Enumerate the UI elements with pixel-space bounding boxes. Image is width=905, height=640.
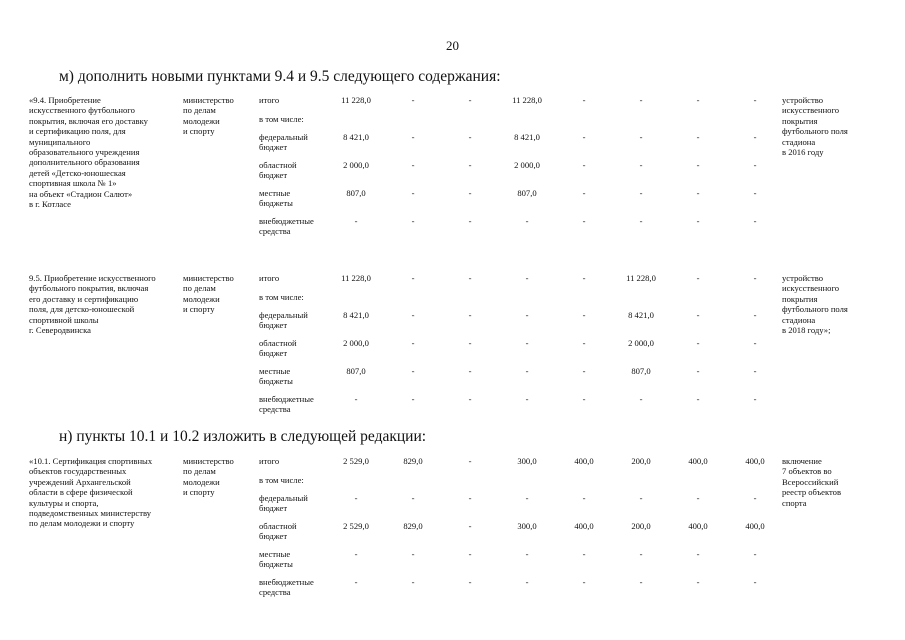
amount-cell: - <box>753 95 757 105</box>
amount-cell: - <box>696 188 700 198</box>
amount-cell: - <box>411 160 415 170</box>
funding-source-label: областной бюджет <box>259 521 297 542</box>
amount-cell: - <box>582 132 586 142</box>
amount-cell: - <box>582 549 586 559</box>
page-number: 20 <box>446 38 459 53</box>
amount-cell: 807,0 <box>346 366 366 376</box>
funding-source-label: местные бюджеты <box>259 188 293 209</box>
amount-cell: - <box>582 160 586 170</box>
amount-cell: - <box>468 493 472 503</box>
amount-cell: - <box>639 216 643 226</box>
funding-source-label: местные бюджеты <box>259 366 293 387</box>
amount-cell: - <box>639 95 643 105</box>
amount-cell: 8 421,0 <box>628 310 654 320</box>
heading-n: н) пункты 10.1 и 10.2 изложить в следующей редакции: <box>59 428 427 445</box>
amount-cell: - <box>639 160 643 170</box>
amount-cell: - <box>525 493 529 503</box>
amount-cell: - <box>582 366 586 376</box>
amount-cell: - <box>525 273 529 283</box>
amount-cell: - <box>411 216 415 226</box>
funding-source-label: федеральный бюджет <box>259 493 308 514</box>
funding-source-label: в том числе: <box>259 292 304 302</box>
amount-cell: 807,0 <box>517 188 537 198</box>
amount-cell: - <box>468 310 472 320</box>
amount-cell: 8 421,0 <box>343 132 369 142</box>
amount-cell: - <box>411 338 415 348</box>
amount-cell: - <box>525 310 529 320</box>
amount-cell: - <box>354 394 358 404</box>
amount-cell: - <box>753 366 757 376</box>
amount-cell: 2 000,0 <box>514 160 540 170</box>
amount-cell: - <box>639 549 643 559</box>
funding-source-label: внебюджетные средства <box>259 216 314 237</box>
executor-cell: министерство по делам молодежи и спорту <box>183 95 234 137</box>
amount-cell: - <box>411 549 415 559</box>
amount-cell: - <box>468 273 472 283</box>
amount-cell: - <box>696 394 700 404</box>
amount-cell: - <box>468 216 472 226</box>
amount-cell: - <box>468 338 472 348</box>
amount-cell: - <box>696 577 700 587</box>
amount-cell: 200,0 <box>631 521 651 531</box>
amount-cell: - <box>753 310 757 320</box>
amount-cell: - <box>582 338 586 348</box>
amount-cell: - <box>411 394 415 404</box>
amount-cell: - <box>753 216 757 226</box>
amount-cell: 300,0 <box>517 456 537 466</box>
amount-cell: - <box>525 549 529 559</box>
amount-cell: 829,0 <box>403 456 423 466</box>
result-note: включение 7 объектов во Всероссийский реестр объектов спорта <box>782 456 842 508</box>
funding-source-label: в том числе: <box>259 475 304 485</box>
measure-name: 9.5. Приобретение искусственного футбольного покрытия, включая его доставку и сертификацию поля, для детско-юношеской спортивной школы г. Северодвинска <box>29 273 156 336</box>
amount-cell: - <box>582 188 586 198</box>
amount-cell: 2 000,0 <box>628 338 654 348</box>
amount-cell: - <box>753 394 757 404</box>
amount-cell: - <box>411 188 415 198</box>
amount-cell: 2 000,0 <box>343 160 369 170</box>
amount-cell: - <box>468 456 472 466</box>
amount-cell: - <box>354 216 358 226</box>
amount-cell: - <box>354 577 358 587</box>
funding-source-label: итого <box>259 95 280 105</box>
amount-cell: - <box>582 216 586 226</box>
amount-cell: - <box>639 577 643 587</box>
amount-cell: - <box>582 394 586 404</box>
amount-cell: - <box>468 160 472 170</box>
amount-cell: - <box>696 273 700 283</box>
amount-cell: - <box>582 273 586 283</box>
amount-cell: - <box>639 132 643 142</box>
amount-cell: - <box>753 160 757 170</box>
amount-cell: 11 228,0 <box>512 95 542 105</box>
amount-cell: - <box>468 577 472 587</box>
amount-cell: 2 000,0 <box>343 338 369 348</box>
amount-cell: 2 529,0 <box>343 521 369 531</box>
funding-source-label: итого <box>259 273 280 283</box>
measure-name: «9.4. Приобретение искусственного футбольного покрытия, включая его доставку и сертификацию поля, для муниципального образовательного учреждения дополнительного образования детей «Детско-юношеская спортивная школа № 1» на объект «Стадион Салют» в г. Котласе <box>29 95 148 210</box>
amount-cell: - <box>753 273 757 283</box>
funding-source-label: областной бюджет <box>259 160 297 181</box>
amount-cell: - <box>639 188 643 198</box>
result-note: устройство искусственного покрытия футбольного поля стадиона в 2016 году <box>782 95 848 158</box>
amount-cell: - <box>354 493 358 503</box>
amount-cell: - <box>696 549 700 559</box>
amount-cell: 400,0 <box>688 456 708 466</box>
funding-source-label: в том числе: <box>259 114 304 124</box>
amount-cell: - <box>753 188 757 198</box>
amount-cell: - <box>696 132 700 142</box>
amount-cell: - <box>753 338 757 348</box>
amount-cell: - <box>468 366 472 376</box>
amount-cell: 400,0 <box>688 521 708 531</box>
measure-name: «10.1. Сертификация спортивных объектов государственных учреждений Архангельской области в сфере физической культуры и спорта, подведомственных министерству по делам молодежи и спорту <box>29 456 153 529</box>
amount-cell: 200,0 <box>631 456 651 466</box>
amount-cell: - <box>696 338 700 348</box>
amount-cell: - <box>696 160 700 170</box>
heading-m: м) дополнить новыми пунктами 9.4 и 9.5 следующего содержания: <box>59 68 501 85</box>
funding-source-label: итого <box>259 456 280 466</box>
amount-cell: - <box>696 216 700 226</box>
amount-cell: 807,0 <box>346 188 366 198</box>
executor-cell: министерство по делам молодежи и спорту <box>183 273 234 315</box>
amount-cell: 11 228,0 <box>341 95 371 105</box>
amount-cell: 400,0 <box>574 521 594 531</box>
funding-source-label: внебюджетные средства <box>259 394 314 415</box>
amount-cell: - <box>468 132 472 142</box>
executor-cell: министерство по делам молодежи и спорту <box>183 456 234 498</box>
amount-cell: - <box>753 493 757 503</box>
amount-cell: - <box>753 549 757 559</box>
amount-cell: 400,0 <box>745 456 765 466</box>
amount-cell: - <box>411 577 415 587</box>
amount-cell: - <box>468 394 472 404</box>
amount-cell: - <box>525 577 529 587</box>
amount-cell: 400,0 <box>574 456 594 466</box>
amount-cell: - <box>525 338 529 348</box>
amount-cell: - <box>411 95 415 105</box>
amount-cell: - <box>468 188 472 198</box>
amount-cell: - <box>411 132 415 142</box>
amount-cell: - <box>582 95 586 105</box>
amount-cell: 11 228,0 <box>626 273 656 283</box>
funding-source-label: местные бюджеты <box>259 549 293 570</box>
amount-cell: - <box>753 132 757 142</box>
amount-cell: 8 421,0 <box>514 132 540 142</box>
amount-cell: 807,0 <box>631 366 651 376</box>
amount-cell: - <box>354 549 358 559</box>
amount-cell: - <box>525 394 529 404</box>
amount-cell: - <box>411 493 415 503</box>
funding-source-label: федеральный бюджет <box>259 310 308 331</box>
amount-cell: - <box>525 216 529 226</box>
amount-cell: 400,0 <box>745 521 765 531</box>
funding-source-label: федеральный бюджет <box>259 132 308 153</box>
amount-cell: - <box>582 493 586 503</box>
amount-cell: - <box>696 95 700 105</box>
amount-cell: - <box>411 366 415 376</box>
result-note: устройство искусственного покрытия футбольного поля стадиона в 2018 году»; <box>782 273 848 336</box>
amount-cell: - <box>696 310 700 320</box>
amount-cell: - <box>468 549 472 559</box>
amount-cell: 8 421,0 <box>343 310 369 320</box>
amount-cell: 829,0 <box>403 521 423 531</box>
amount-cell: - <box>696 366 700 376</box>
amount-cell: - <box>411 310 415 320</box>
amount-cell: 300,0 <box>517 521 537 531</box>
amount-cell: - <box>639 394 643 404</box>
amount-cell: - <box>468 521 472 531</box>
amount-cell: - <box>468 95 472 105</box>
amount-cell: - <box>411 273 415 283</box>
amount-cell: - <box>753 577 757 587</box>
amount-cell: - <box>639 493 643 503</box>
amount-cell: 11 228,0 <box>341 273 371 283</box>
amount-cell: - <box>582 310 586 320</box>
amount-cell: 2 529,0 <box>343 456 369 466</box>
amount-cell: - <box>525 366 529 376</box>
funding-source-label: областной бюджет <box>259 338 297 359</box>
amount-cell: - <box>696 493 700 503</box>
funding-source-label: внебюджетные средства <box>259 577 314 598</box>
amount-cell: - <box>582 577 586 587</box>
